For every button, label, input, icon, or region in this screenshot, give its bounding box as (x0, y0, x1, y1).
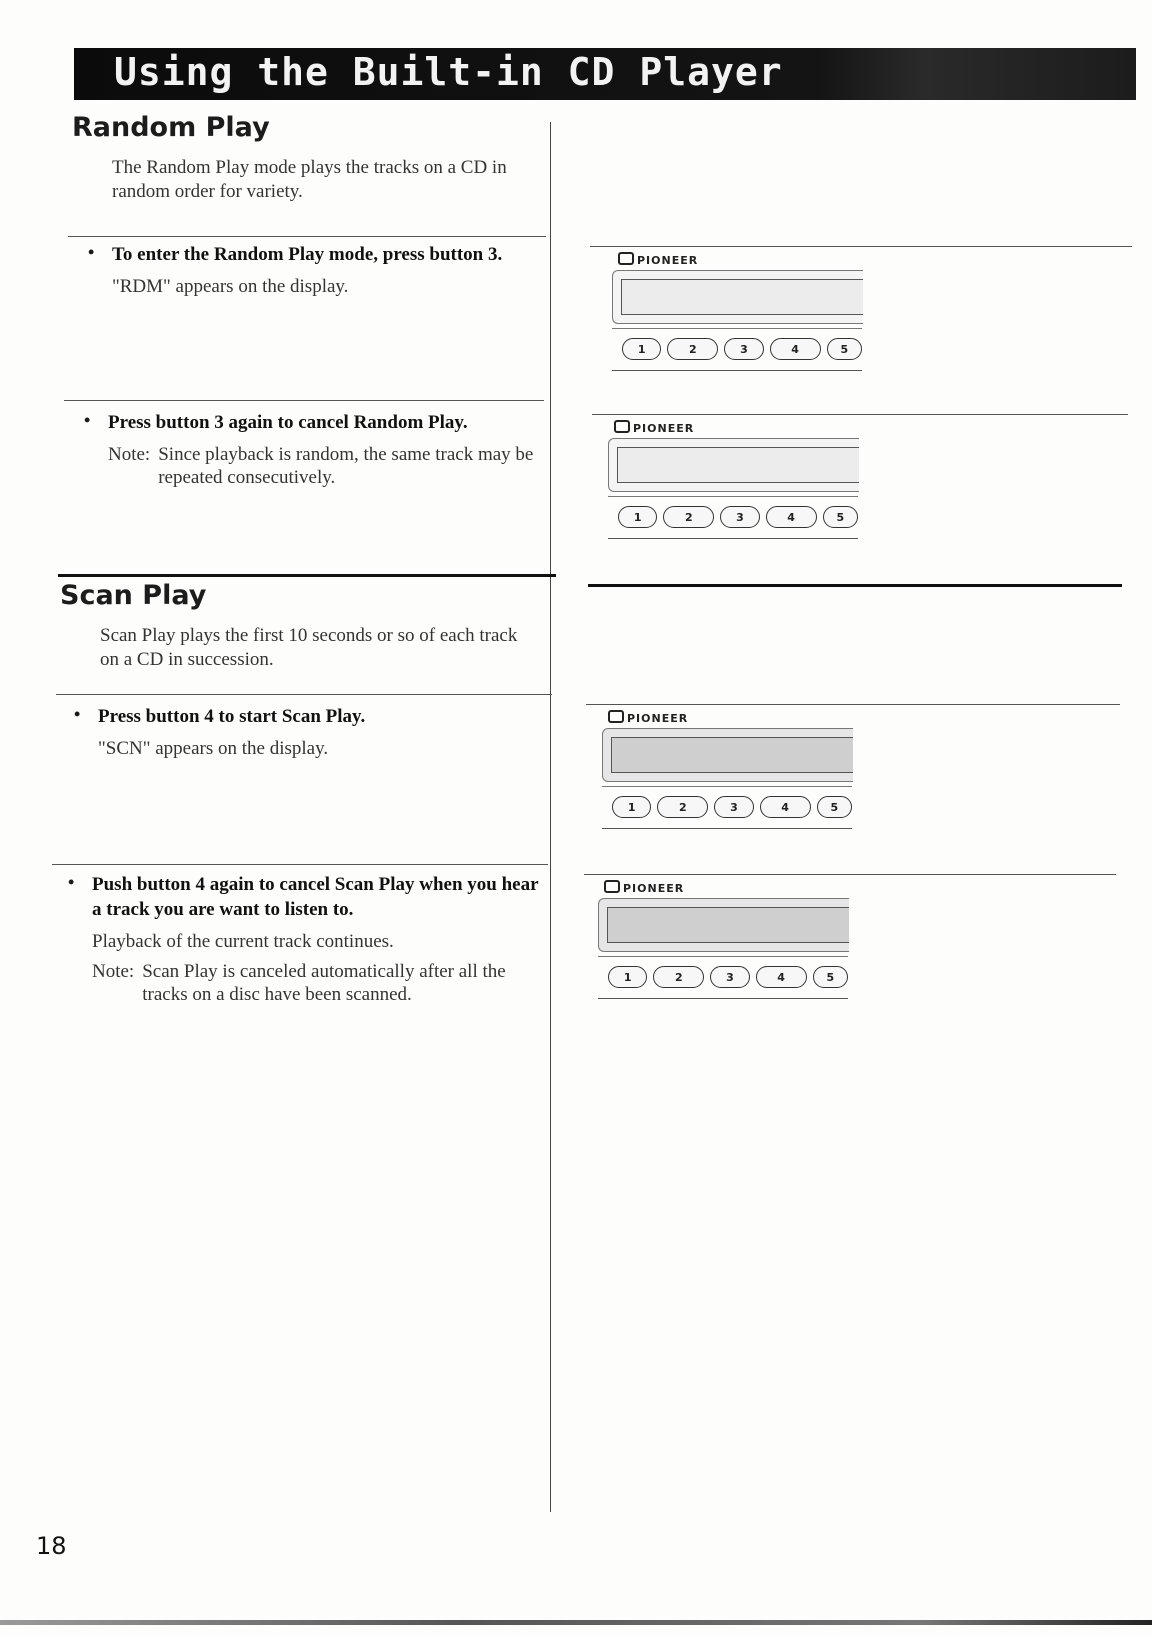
pioneer-logo-icon (614, 420, 630, 433)
instruction-text: Press button 3 again to cancel Random Play. (108, 412, 468, 433)
random-play-intro: The Random Play mode plays the tracks on a CD in random order for variety. (112, 157, 507, 202)
preset-button-2: 2 (663, 506, 714, 528)
pioneer-logo-icon (618, 252, 634, 265)
preset-button-5: 5 (813, 966, 848, 988)
preset-button-1: 1 (608, 966, 647, 988)
faceplate (612, 270, 863, 324)
note-label: Note: (92, 961, 135, 982)
brand-label (604, 880, 684, 895)
scan-step-start (74, 704, 544, 767)
brand-label (618, 252, 698, 267)
faceplate-edge (598, 956, 848, 957)
faceplate-edge (608, 496, 858, 497)
preset-button-1: 1 (612, 796, 651, 818)
preset-buttons (612, 796, 852, 820)
unit-baseline (602, 828, 852, 829)
description-text: "SCN" appears on the display. (98, 738, 329, 759)
page-bottom-edge (0, 1620, 1152, 1625)
preset-button-5: 5 (817, 796, 852, 818)
section-rule (68, 236, 546, 237)
pioneer-logo-icon (608, 710, 624, 723)
note-label: Note: (108, 444, 151, 465)
preset-button-4: 4 (770, 338, 821, 360)
section-rule (64, 400, 544, 401)
unit-baseline (612, 370, 862, 371)
preset-button-4: 4 (760, 796, 811, 818)
preset-button-3: 3 (720, 506, 759, 528)
section-divider-left (58, 574, 556, 577)
faceplate (608, 438, 859, 492)
head-unit-illustration (588, 710, 848, 840)
brand-text: PIONEER (627, 712, 689, 725)
preset-button-1: 1 (618, 506, 657, 528)
brand-text: PIONEER (633, 422, 695, 435)
head-unit-illustration (594, 420, 854, 550)
note (92, 960, 544, 1006)
section-rule (56, 694, 552, 695)
illustration-rule (584, 874, 1116, 875)
page-number: 18 (36, 1532, 67, 1560)
faceplate (598, 898, 849, 952)
note-text: Since playback is random, the same track may be repeated consecutively. (158, 444, 534, 488)
preset-button-2: 2 (657, 796, 708, 818)
display-screen (617, 447, 859, 483)
scan-play-heading: Scan Play (60, 580, 207, 611)
brand-label (614, 420, 694, 435)
brand-label (608, 710, 688, 725)
unit-baseline (608, 538, 858, 539)
section-divider-right (588, 584, 1122, 587)
display-screen (611, 737, 853, 773)
unit-baseline (598, 998, 848, 999)
description-text: Playback of the current track continues. (92, 931, 394, 952)
display-screen (621, 279, 863, 315)
preset-buttons (622, 338, 862, 362)
instruction-text: Press button 4 to start Scan Play. (98, 706, 366, 727)
bullet: • (74, 704, 81, 724)
note-text: Scan Play is canceled automatically after all the tracks on a disc have been scanned. (142, 961, 506, 1005)
display-screen (607, 907, 849, 943)
preset-buttons (618, 506, 858, 530)
faceplate (602, 728, 853, 782)
bullet: • (88, 242, 95, 262)
brand-text: PIONEER (637, 254, 699, 267)
preset-buttons (608, 966, 848, 990)
description-text: "RDM" appears on the display. (112, 276, 349, 297)
preset-button-3: 3 (714, 796, 753, 818)
head-unit-illustration (598, 252, 858, 382)
illustration-rule (590, 246, 1132, 247)
brand-text: PIONEER (623, 882, 685, 895)
preset-button-4: 4 (766, 506, 817, 528)
header-banner (74, 48, 1136, 100)
page-title: Using the Built-in CD Player (114, 50, 783, 94)
scan-step-cancel (68, 872, 544, 1006)
section-rule (52, 864, 548, 865)
preset-button-2: 2 (653, 966, 704, 988)
head-unit-illustration (584, 880, 844, 1010)
instruction-text: To enter the Random Play mode, press button 3. (112, 244, 503, 265)
preset-button-2: 2 (667, 338, 718, 360)
preset-button-5: 5 (827, 338, 862, 360)
illustration-rule (586, 704, 1120, 705)
random-step-cancel (84, 410, 544, 489)
preset-button-3: 3 (710, 966, 749, 988)
faceplate-edge (602, 786, 852, 787)
note (108, 443, 544, 489)
preset-button-1: 1 (622, 338, 661, 360)
pioneer-logo-icon (604, 880, 620, 893)
random-step-enter (88, 242, 544, 305)
preset-button-4: 4 (756, 966, 807, 988)
preset-button-3: 3 (724, 338, 763, 360)
scan-play-intro: Scan Play plays the first 10 seconds or so of each track on a CD in succession. (100, 625, 518, 670)
column-divider (550, 122, 551, 1512)
faceplate-edge (612, 328, 862, 329)
bullet: • (68, 872, 75, 892)
bullet: • (84, 410, 91, 430)
preset-button-5: 5 (823, 506, 858, 528)
random-play-heading: Random Play (72, 112, 270, 143)
instruction-text: Push button 4 again to cancel Scan Play when you hear a track you are want to listen to. (92, 874, 539, 920)
illustration-rule (592, 414, 1128, 415)
